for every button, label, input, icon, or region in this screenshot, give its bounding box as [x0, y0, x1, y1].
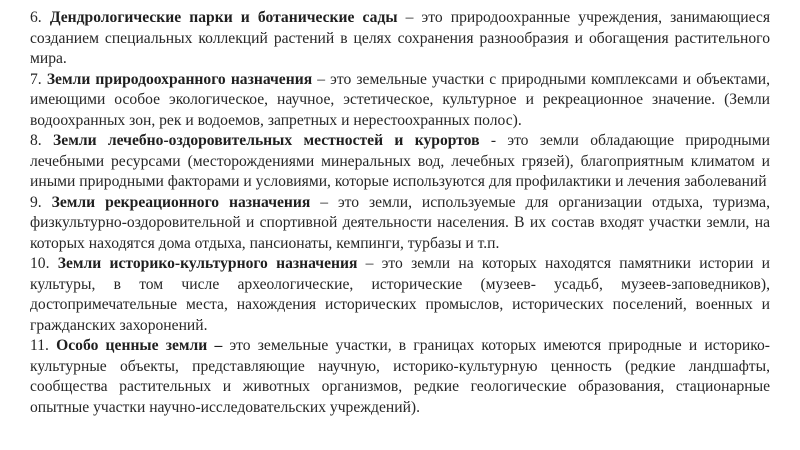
definition-text: - это земли обладающие природными лечебными ресурсами (месторождениями минеральных вод, лечебных грязей), благоприятным климатом и иными природными факторами и условиями, которые используются для профилактики и лечения заболеваний: [30, 132, 770, 190]
definition-text: это земельные участки, в границах которых имеются природные и историко-культурные объекты, представляющие научную, историко-культурную ценность (редкие ландшафты, сообщества растительных и животных организмов, редкие геологические образования, стационарные опытные участки научно-исследовательских учреждений).: [30, 337, 770, 416]
paragraph-11: [30, 336, 770, 418]
term-historical-cultural-lands: Земли историко-культурного назначения: [57, 255, 358, 272]
paragraph-7: [30, 70, 770, 132]
item-number: 9.: [30, 193, 42, 211]
item-number: 7.: [30, 70, 42, 88]
item-number: 6.: [30, 9, 42, 26]
paragraph-10: [30, 254, 770, 336]
term-dendrological-parks: Дендрологические парки и ботанические сады: [49, 9, 398, 26]
paragraph-6: [30, 8, 770, 70]
term-nature-protection-lands: Земли природоохранного назначения: [46, 70, 313, 88]
definition-text: – это земельные участки с природными комплексами и объектами, имеющими особое экологическое, научное, эстетическое, культурное и рекреационное значение. (Земли водоохранных зон, рек и водоемов, запретных и нерестоохранных полос).: [30, 70, 770, 129]
item-number: 10.: [30, 255, 50, 272]
definition-text: – это земли, используемые для организации отдыха, туризма, физкультурно-оздоровительной и спортивной деятельности населения. В их состав входят участки земли, на которых находятся дома отдыха, пансионаты, кемпинги, турбазы и т.п.: [30, 193, 771, 252]
paragraph-8: [30, 131, 770, 193]
item-number: 8.: [30, 132, 42, 149]
term-recreational-lands: Земли рекреационного назначения: [51, 193, 311, 211]
term-especially-valuable-lands: Особо ценные земли –: [56, 337, 223, 354]
term-health-resort-lands: Земли лечебно-оздоровительных местностей и курортов: [53, 132, 480, 149]
paragraph-9: [30, 193, 770, 255]
item-number: 11.: [30, 337, 49, 354]
definition-text: – это земли на которых находятся памятники истории и культуры, в том числе археологические, исторические (музеев- усадьб, музеев-заповедников), достопримечательные места, нахождения исторических промыслов, исторических поселений, военных и гражданских захоронений.: [30, 255, 771, 334]
definition-text: – это природоохранные учреждения, занимающиеся созданием специальных коллекций растений в целях сохранения разнообразия и обогащения растительного мира.: [30, 9, 770, 67]
